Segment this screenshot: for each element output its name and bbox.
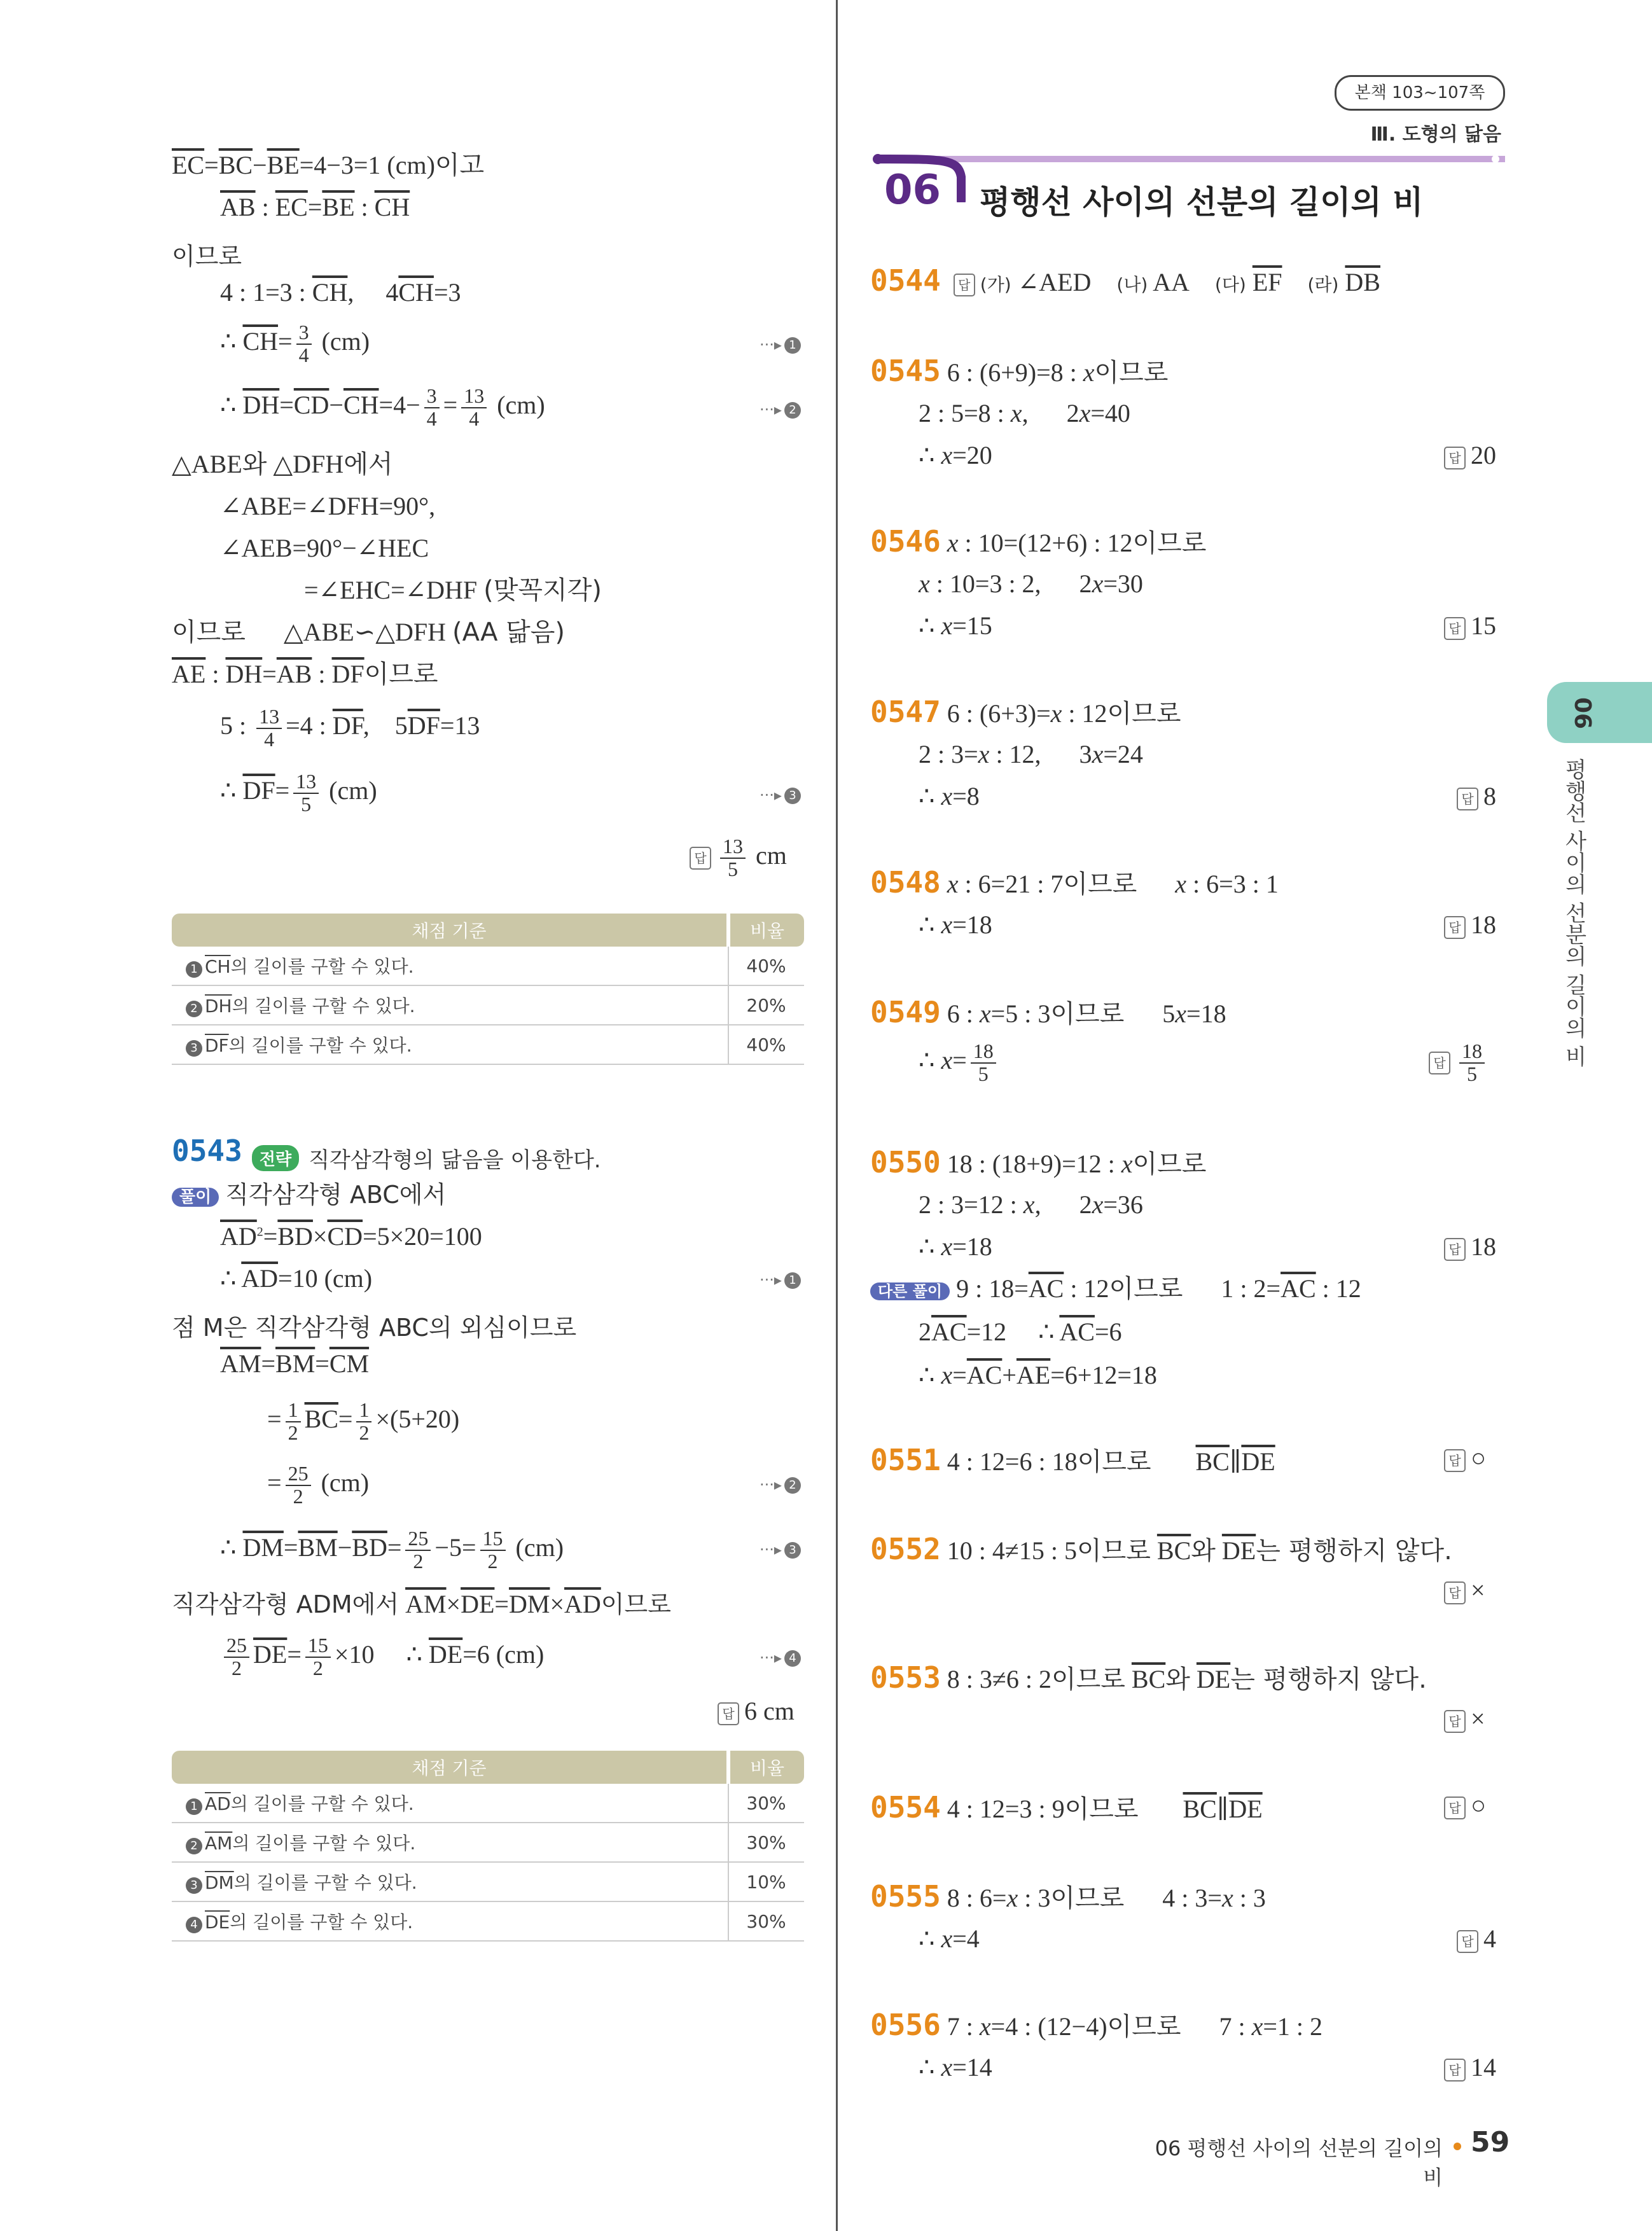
- sol-0543-l2: $\overline{AD}^2=\overline{BD}\times\overline{CD}=5\times 20=100$: [220, 1222, 482, 1251]
- problem-0556-l2: ∴ x=14: [919, 2053, 992, 2082]
- answer-0555: 답 4: [1457, 1926, 1496, 1953]
- problem-0550-l3: ∴ x=18: [919, 1232, 992, 1261]
- problem-0551: 0551 4 : 12=6 : 18이므로 $\overline{BC}\parallel\overline{DE}$: [870, 1443, 1275, 1477]
- sol-0543-l3: ∴ $\overline{AD}=10$ (cm): [220, 1264, 373, 1293]
- problem-0543-header: 0543 전략 직각삼각형의 닮음을 이용한다.: [172, 1134, 601, 1173]
- problem-0550-alt-l2: $2\overline{AC}=12$ ∴ $\overline{AC}=6$: [919, 1317, 1122, 1346]
- problem-0549-l1: 0549 6 : x=5 : 3이므로 5x=18: [870, 995, 1226, 1029]
- problem-0550-l1: 0550 18 : (18+9)=12 : x이므로: [870, 1145, 1207, 1179]
- problem-0545-l2: 2 : 5=8 : x, 2x=40: [919, 399, 1130, 427]
- l-line8: ∠ABE=∠DFH=90°,: [220, 492, 436, 520]
- table-header-criteria: 채점 기준: [172, 1751, 728, 1784]
- sol-0543-l4: 점 M은 직각삼각형 ABC의 외심이므로: [172, 1314, 577, 1342]
- l-line10: =∠EHC=∠DHF (맞꼭지각): [304, 576, 602, 605]
- table-row: 2 $\overline{AM}$의 길이를 구할 수 있다. 30%: [172, 1823, 804, 1862]
- step-marker-0543-4: ···▸ 4: [760, 1649, 801, 1667]
- problem-0552: 0552 10 : 4≠15 : 5이므로 $\overline{BC}$와 $\overline{DE}$는 평행하지 않다.: [870, 1532, 1452, 1566]
- step-marker-1: ···▸ 1: [760, 336, 801, 354]
- problem-0545-l1: 0545 6 : (6+9)=8 : x이므로: [870, 354, 1169, 388]
- table-row: 2 $\overline{DH}$의 길이를 구할 수 있다. 20%: [172, 985, 804, 1025]
- answer-0546: 답 15: [1444, 613, 1496, 640]
- chapter-title: 평행선 사이의 선분의 길이의 비: [980, 184, 1424, 221]
- problem-0548-l2: ∴ x=18: [919, 910, 992, 939]
- table-header-criteria: 채점 기준: [172, 914, 728, 947]
- answer-0550: 답 18: [1444, 1234, 1496, 1261]
- answer-0556: 답 14: [1444, 2055, 1496, 2082]
- l-line1: $\overline{EC}=\overline{BC}-\overline{BE}=4-3=1$ (cm)이고: [172, 151, 485, 180]
- sol-0543-l8: ∴ $\overline{DM}=\overline{BM}-\overline{BD}=$ $\frac{25}{2}$ −5= $\frac{15}{2}$ (cm): [220, 1527, 564, 1573]
- footer-chapter: 06 평행선 사이의 선분의 길이의 비: [1155, 2136, 1443, 2190]
- table-row: 4 $\overline{DE}$의 길이를 구할 수 있다. 30%: [172, 1901, 804, 1941]
- table-header-ratio: 비율: [728, 1751, 804, 1784]
- answer-0547: 답 8: [1457, 784, 1496, 810]
- unit-label: Ⅲ. 도형의 닮음: [1370, 123, 1501, 146]
- problem-0553: 0553 8 : 3≠6 : 2이므로 $\overline{BC}$와 $\overline{DE}$는 평행하지 않다.: [870, 1660, 1427, 1695]
- problem-0556-l1: 0556 7 : x=4 : (12−4)이므로 7 : x=1 : 2: [870, 2008, 1323, 2042]
- step-marker-0543-3: ···▸ 3: [760, 1541, 801, 1559]
- answer-0552: 답 ×: [1444, 1578, 1485, 1604]
- chapter-number: 06: [884, 167, 941, 214]
- table-row: 3 $\overline{DF}$의 길이를 구할 수 있다. 40%: [172, 1025, 804, 1064]
- table-row: 1 $\overline{AD}$의 길이를 구할 수 있다. 30%: [172, 1784, 804, 1823]
- sol-0543-l6: = $\frac{1}{2}$ $\overline{BC}=$ $\frac{1}{2}$ ×(5+20): [267, 1398, 460, 1444]
- problem-0555-l2: ∴ x=4: [919, 1924, 980, 1953]
- step-marker-3: ···▸ 3: [760, 786, 801, 804]
- l-line6: ∴ $\overline{DH}=\overline{CD}-\overline{CH}=4-$ $\frac{3}{4}$ = $\frac{13}{4}$ (cm): [220, 384, 545, 430]
- answer-0553: 답 ×: [1444, 1706, 1485, 1733]
- problem-0547-l3: ∴ x=8: [919, 782, 980, 810]
- page-number: 59: [1471, 2126, 1510, 2158]
- l-line4: 4 : 1=3 : $\overline{CH}$, $4\overline{CH}=3$: [220, 278, 461, 307]
- problem-0546-l2: x : 10=3 : 2, 2x=30: [919, 569, 1143, 598]
- problem-0550-alt-l1: 다른 풀이 9 : $18=\overline{AC}$ : 12이므로 1 : $2=\overline{AC}$ : 12: [870, 1276, 1361, 1302]
- answer-0551: 답 ○: [1444, 1445, 1486, 1472]
- step-marker-0543-2: ···▸ 2: [760, 1476, 801, 1494]
- problem-0544: 0544 답 (가) ∠AED (나) AA (다) $\overline{EF}$ (라) $\overline{DB}$: [870, 263, 1380, 298]
- table-row: 1 $\overline{CH}$의 길이를 구할 수 있다. 40%: [172, 947, 804, 985]
- problem-0547-l1: 0547 6 : (6+3)=x : 12이므로: [870, 695, 1181, 729]
- l-line12: $\overline{AE}$ : $\overline{DH}=\overline{AB}$ : $\overline{DF}$이므로: [172, 660, 438, 689]
- problem-0550-alt-l3: ∴ $x=\overline{AC}+\overline{AE}=6+12=18$: [919, 1361, 1157, 1389]
- problem-0545-l3: ∴ x=20: [919, 441, 992, 469]
- sol-0543-l7: = $\frac{25}{2}$ (cm): [267, 1462, 370, 1508]
- problem-0555-l1: 0555 8 : 6=x : 3이므로 4 : 3=x : 3: [870, 1879, 1266, 1914]
- l-line5: ∴ $\overline{CH}=$ $\frac{3}{4}$ (cm): [220, 321, 370, 366]
- sol-0543-l1: 풀이 직각삼각형 ABC에서: [172, 1182, 446, 1207]
- step-marker-2: ···▸ 2: [760, 401, 801, 419]
- l-line13: 5 : $\frac{13}{4}$ =4 : $\overline{DF}$, $5\overline{DF}=13$: [220, 705, 480, 751]
- scoring-table-1: [172, 914, 804, 1065]
- side-tab-number: 06: [1569, 697, 1595, 730]
- answer-0543: 답 6 cm: [718, 1699, 795, 1725]
- sol-0543-l5: $\overline{AM}=\overline{BM}=\overline{CM}$: [220, 1349, 370, 1378]
- problem-0546-l1: 0546 x : 10=(12+6) : 12이므로: [870, 524, 1207, 559]
- l-line3: 이므로: [172, 242, 242, 270]
- answer-0548: 답 18: [1444, 912, 1496, 939]
- problem-0548-l1: 0548 x : 6=21 : 7이므로 x : 6=3 : 1: [870, 865, 1279, 900]
- step-marker-0543-1: ···▸ 1: [760, 1271, 801, 1289]
- l-line14: ∴ $\overline{DF}=$ $\frac{13}{5}$ (cm): [220, 770, 377, 816]
- l-line9: ∠AEB=90°−∠HEC: [220, 534, 429, 562]
- problem-0549-l2: ∴ x= $\frac{18}{5}$: [919, 1041, 1000, 1085]
- l-line11: 이므로 △ABE∽△DFH (AA 닮음): [172, 618, 566, 647]
- sol-0543-l9: 직각삼각형 ADM에서 $\overline{AM}\times\overline{DE}=\overline{DM}\times\overline{AD}$이므로: [172, 1590, 671, 1618]
- problem-0546-l3: ∴ x=15: [919, 611, 992, 640]
- problem-0547-l2: 2 : 3=x : 12, 3x=24: [919, 740, 1143, 768]
- answer-0549: 답 $\frac{18}{5}$: [1429, 1041, 1489, 1085]
- problem-0554: 0554 4 : 12=3 : 9이므로 $\overline{BC}\parallel\overline{DE}$: [870, 1790, 1263, 1824]
- table-row: 3 $\overline{DM}$의 길이를 구할 수 있다. 10%: [172, 1862, 804, 1901]
- l-line7: △ABE와 △DFH에서: [172, 450, 393, 479]
- answer-0554: 답 ○: [1444, 1793, 1486, 1819]
- l-line2: $\overline{AB}$ : $\overline{EC}=\overline{BE}$ : $\overline{CH}$: [220, 193, 410, 221]
- sol-0543-l10: $\frac{25}{2}$ $\overline{DE}=$ $\frac{15}{2}$ ×10 ∴ $\overline{DE}=6$ (cm): [220, 1635, 544, 1679]
- side-tab-title: 평행선 사이의 선분의 길이의 비: [1561, 758, 1586, 1067]
- problem-0550-l2: 2 : 3=12 : x, 2x=36: [919, 1190, 1143, 1219]
- book-ref-badge: 본책 103~107쪽: [1335, 75, 1505, 111]
- footer-bullet: [1454, 2143, 1461, 2150]
- answer-0542: 답 $\frac{13}{5}$ cm: [690, 836, 787, 880]
- scoring-table-2: [172, 1751, 804, 1942]
- column-divider: [836, 0, 838, 2231]
- answer-0545: 답 20: [1444, 443, 1496, 469]
- table-header-ratio: 비율: [728, 914, 804, 947]
